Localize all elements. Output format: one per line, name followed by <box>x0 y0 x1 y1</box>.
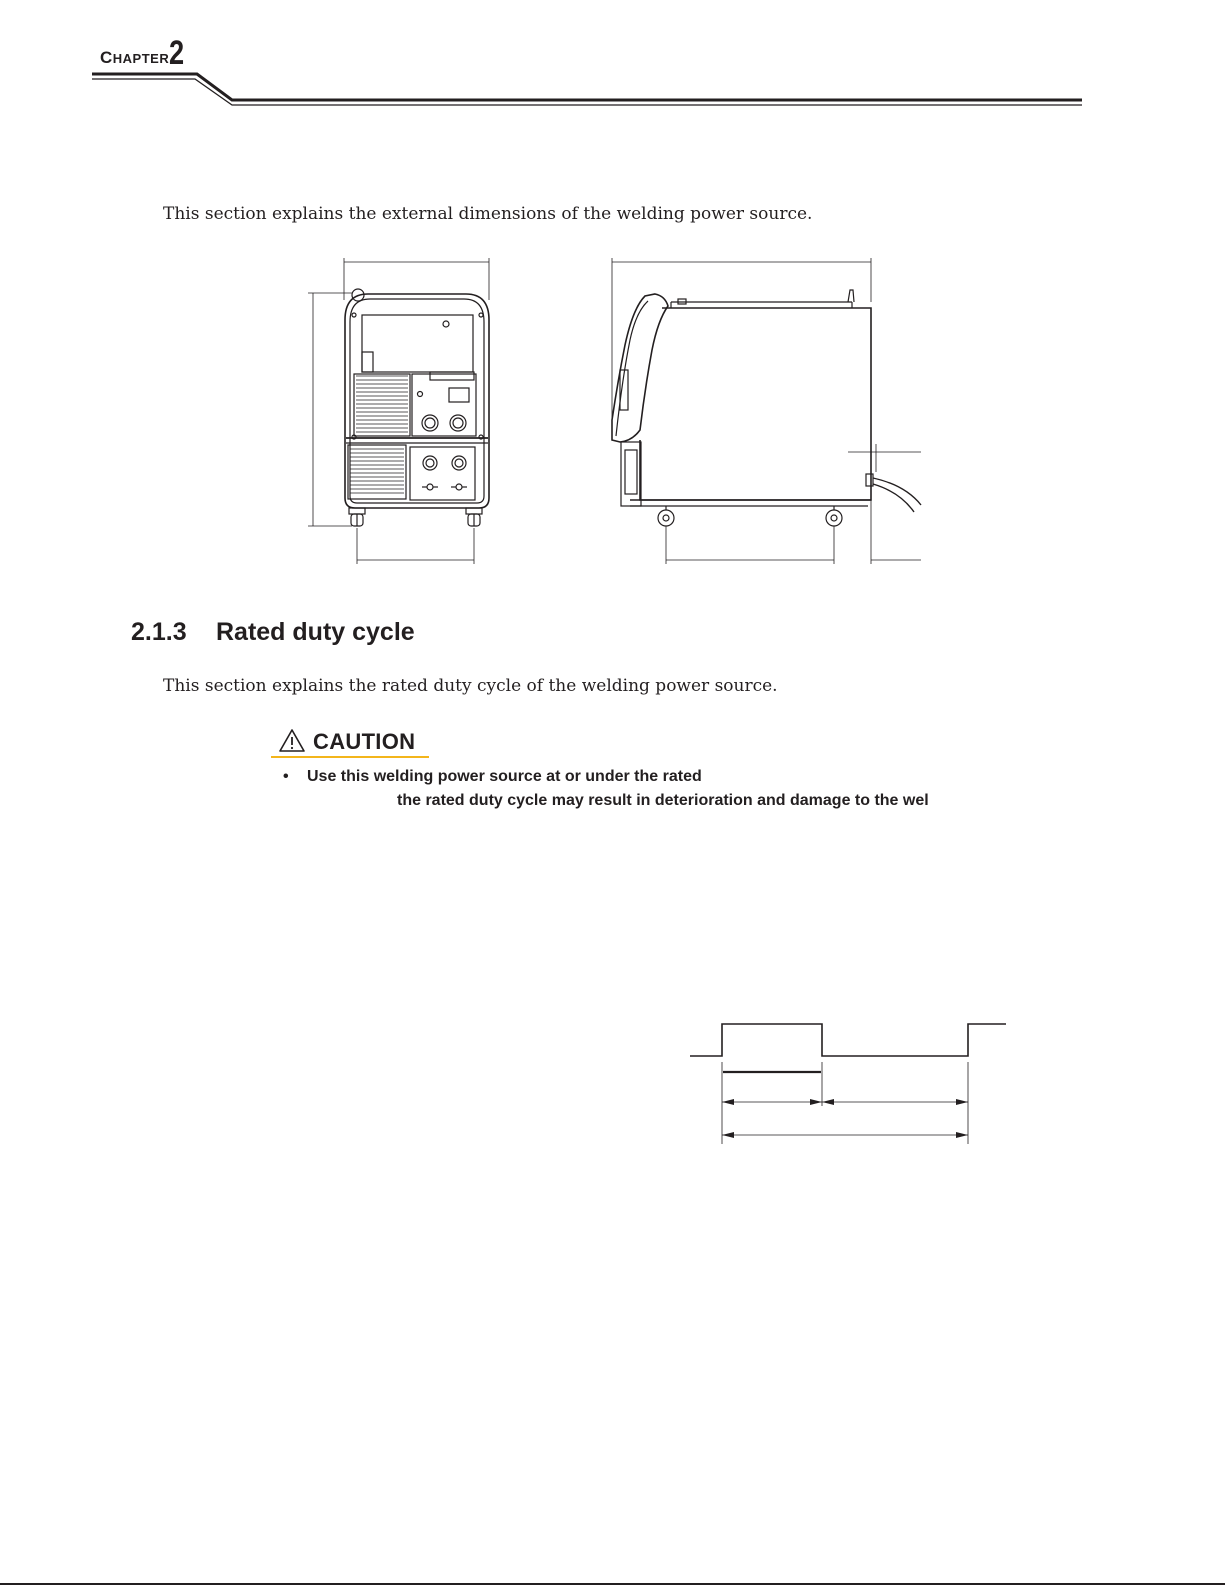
caution-text-line-2: the rated duty cycle may result in deterioration and damage to the wel <box>397 792 929 809</box>
duty-cycle-intro: This section explains the rated duty cycle of the welding power source. <box>163 676 778 696</box>
warning-triangle-icon <box>280 730 304 751</box>
caution-text-line-1: Use this welding power source at or under the rated <box>307 768 702 785</box>
section-number: 2.1.3 <box>131 618 187 646</box>
front-view-drawing <box>308 258 489 564</box>
caution-underline <box>271 756 429 758</box>
section-title: Rated duty cycle <box>216 618 415 646</box>
chapter-number: 2 <box>169 34 185 72</box>
section-heading <box>131 618 415 647</box>
header-rule <box>92 74 1082 105</box>
chapter-label-initial: C <box>100 48 113 67</box>
chapter-label-rest: HAPTER <box>112 51 170 66</box>
duty-cycle-diagram <box>690 1024 1006 1144</box>
side-view-drawing <box>612 258 921 564</box>
caution-bullet: • <box>283 768 289 785</box>
caution-title: CAUTION <box>313 729 416 754</box>
dimensions-intro: This section explains the external dimensions of the welding power source. <box>163 204 813 224</box>
